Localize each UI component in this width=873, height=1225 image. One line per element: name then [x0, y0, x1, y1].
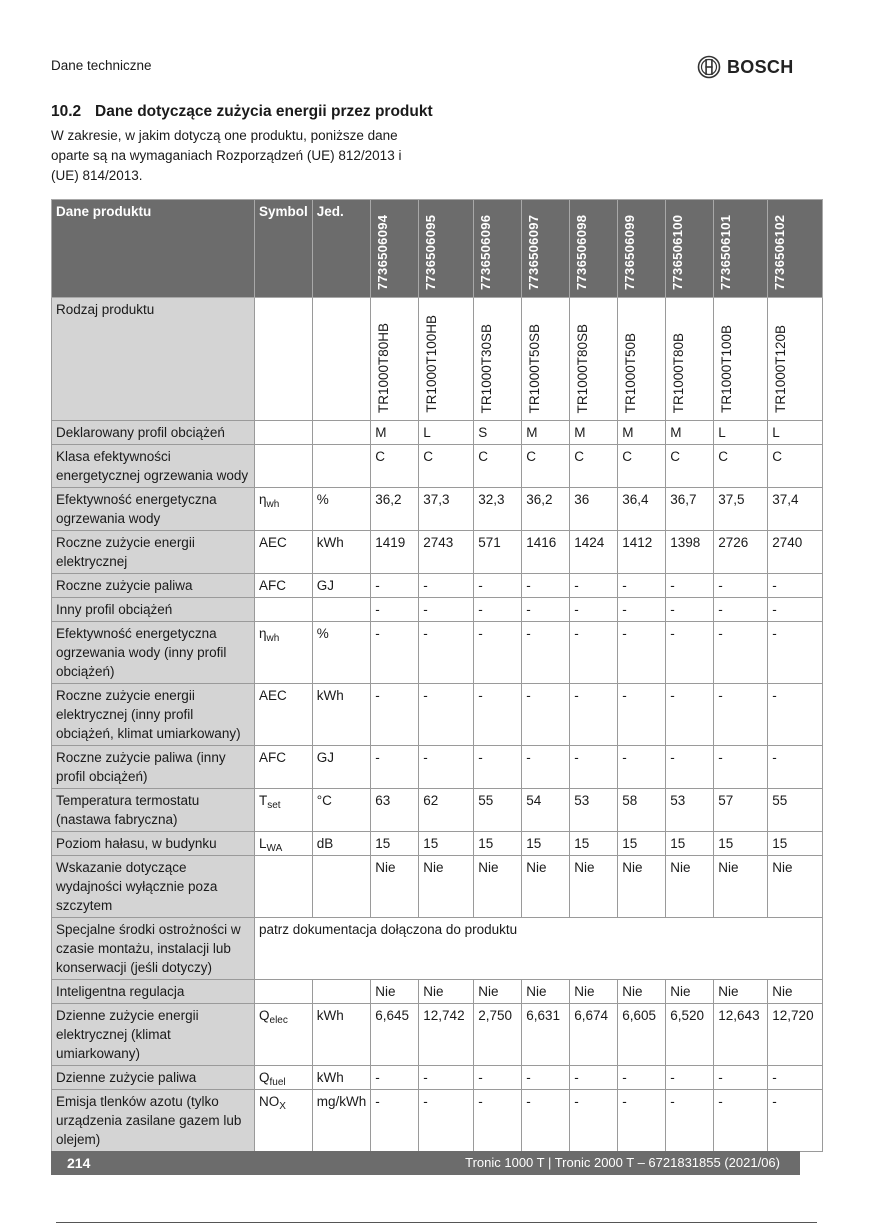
brand-name: BOSCH	[727, 56, 794, 77]
cell-value: -	[666, 1066, 714, 1090]
row-label: Temperatura termostatu (nastawa fabryczna)	[52, 789, 255, 832]
cell-value: 36,2	[371, 488, 419, 531]
cell-value: -	[371, 598, 419, 622]
cell-value: -	[474, 684, 522, 746]
cell-symbol	[255, 746, 313, 789]
symbol-subscript: fuel	[269, 1077, 286, 1088]
cell-value: 12,742	[419, 1004, 474, 1066]
cell-value: -	[768, 746, 823, 789]
cell-value: -	[371, 574, 419, 598]
cell-symbol	[255, 298, 313, 421]
row-label: Rodzaj produktu	[52, 298, 255, 421]
cell-unit: %	[312, 488, 371, 531]
cell-value: 2740	[768, 531, 823, 574]
table-row	[52, 684, 823, 746]
cell-value: 36,2	[522, 488, 570, 531]
cell-value: Nie	[522, 980, 570, 1004]
cell-value: C	[768, 445, 823, 488]
cell-value: -	[371, 684, 419, 746]
cell-value: Nie	[768, 980, 823, 1004]
cell-value: 62	[419, 789, 474, 832]
table-row	[52, 488, 823, 531]
row-label: Specjalne środki ostrożności w czasie montażu, instalacji lub konserwacji (jeśli dotyczy)	[52, 918, 255, 980]
cell-value: -	[768, 1066, 823, 1090]
cell-value: -	[371, 1090, 419, 1152]
cell-value: -	[570, 622, 618, 684]
cell-value: 15	[522, 832, 570, 856]
cell-model: TR1000T50SB	[522, 298, 570, 421]
cell-value: -	[522, 746, 570, 789]
cell-symbol	[255, 1090, 313, 1152]
cell-value: 571	[474, 531, 522, 574]
cell-value: 2,750	[474, 1004, 522, 1066]
cell-unit	[312, 980, 371, 1004]
cell-value: 12,720	[768, 1004, 823, 1066]
cell-value: C	[570, 445, 618, 488]
cell-value: 63	[371, 789, 419, 832]
cell-value: -	[522, 1066, 570, 1090]
cell-value: Nie	[714, 980, 768, 1004]
cell-model: TR1000T120B	[768, 298, 823, 421]
cell-value: 15	[419, 832, 474, 856]
cell-unit	[312, 598, 371, 622]
table-row	[52, 421, 823, 445]
cell-model: TR1000T100HB	[419, 298, 474, 421]
cell-symbol	[255, 622, 313, 684]
symbol-text: L	[259, 836, 267, 851]
symbol-subscript: WA	[266, 843, 283, 854]
cell-value: 15	[714, 832, 768, 856]
cell-value: Nie	[419, 980, 474, 1004]
cell-value: L	[419, 421, 474, 445]
cell-unit	[312, 298, 371, 421]
cell-value: 1419	[371, 531, 419, 574]
cell-model: TR1000T80B	[666, 298, 714, 421]
symbol-subscript: X	[279, 1101, 286, 1112]
cell-value: -	[474, 598, 522, 622]
col-header-code: 7736506101	[714, 200, 768, 298]
cell-value: Nie	[666, 980, 714, 1004]
cell-symbol	[255, 684, 313, 746]
cell-value: -	[371, 622, 419, 684]
cell-unit: kWh	[312, 1066, 371, 1090]
row-label: Roczne zużycie paliwa (inny profil obciążeń)	[52, 746, 255, 789]
table-row	[52, 746, 823, 789]
col-header-code: 7736506102	[768, 200, 823, 298]
cell-symbol	[255, 1004, 313, 1066]
cell-value: 6,605	[618, 1004, 666, 1066]
cell-value: -	[371, 1066, 419, 1090]
cell-value: -	[474, 622, 522, 684]
cell-unit	[312, 856, 371, 918]
table-row	[52, 598, 823, 622]
cell-value: Nie	[570, 980, 618, 1004]
row-label: Dzienne zużycie energii elektrycznej (klimat umiarkowany)	[52, 1004, 255, 1066]
cell-value: -	[419, 622, 474, 684]
table-row	[52, 531, 823, 574]
cell-value: -	[522, 574, 570, 598]
symbol-subscript: wh	[266, 633, 280, 644]
cell-value: C	[714, 445, 768, 488]
cell-value: -	[522, 684, 570, 746]
cell-value: -	[419, 574, 474, 598]
cell-value: C	[618, 445, 666, 488]
cell-value: -	[714, 1090, 768, 1152]
cell-value: 1424	[570, 531, 618, 574]
symbol-text: AFC	[259, 578, 286, 593]
cell-value: -	[474, 1090, 522, 1152]
cell-value: 55	[768, 789, 823, 832]
cell-value: -	[714, 1066, 768, 1090]
cell-value: -	[768, 1090, 823, 1152]
cell-unit: °C	[312, 789, 371, 832]
cell-value: -	[714, 622, 768, 684]
table-row	[52, 445, 823, 488]
cell-value: -	[666, 684, 714, 746]
cell-unit: GJ	[312, 746, 371, 789]
cell-model: TR1000T30SB	[474, 298, 522, 421]
cell-value: -	[666, 1090, 714, 1152]
row-label: Klasa efektywności energetycznej ogrzewania wody	[52, 445, 255, 488]
cell-unit: kWh	[312, 531, 371, 574]
row-label: Roczne zużycie energii elektrycznej	[52, 531, 255, 574]
cell-value: -	[570, 598, 618, 622]
cell-symbol	[255, 531, 313, 574]
cell-value: 12,643	[714, 1004, 768, 1066]
cell-symbol	[255, 980, 313, 1004]
cell-value: -	[618, 598, 666, 622]
cell-value: -	[618, 1090, 666, 1152]
cell-value: L	[768, 421, 823, 445]
table-row	[52, 1004, 823, 1066]
table-row	[52, 856, 823, 918]
cell-value: M	[570, 421, 618, 445]
cell-symbol	[255, 789, 313, 832]
cell-value: 2726	[714, 531, 768, 574]
cell-value: -	[570, 746, 618, 789]
col-header-code: 7736506094	[371, 200, 419, 298]
cell-value: Nie	[618, 980, 666, 1004]
symbol-text: AFC	[259, 750, 286, 765]
col-header-code: 7736506096	[474, 200, 522, 298]
cell-value: 6,520	[666, 1004, 714, 1066]
cell-value: Nie	[570, 856, 618, 918]
symbol-text: AEC	[259, 535, 287, 550]
table-row	[52, 980, 823, 1004]
energy-data-table	[51, 199, 823, 1152]
cell-value: -	[570, 1066, 618, 1090]
section-title: Dane dotyczące zużycia energii przez produkt	[95, 103, 433, 120]
row-label: Efektywność energetyczna ogrzewania wody	[52, 488, 255, 531]
row-label: Emisja tlenków azotu (tylko urządzenia zasilane gazem lub olejem)	[52, 1090, 255, 1152]
cell-value: -	[768, 574, 823, 598]
symbol-text: T	[259, 793, 268, 808]
cell-unit	[312, 421, 371, 445]
cell-value: -	[522, 1090, 570, 1152]
cell-value: -	[474, 746, 522, 789]
cell-value: C	[522, 445, 570, 488]
table-row	[52, 574, 823, 598]
brand-logo	[697, 55, 794, 79]
page-number: 214	[67, 1155, 91, 1171]
cell-value: 15	[768, 832, 823, 856]
cell-value: -	[666, 622, 714, 684]
section-intro: W zakresie, w jakim dotyczą one produktu, poniższe dane oparte są na wymaganiach Rozporządzeń (UE) 812/2013 i (UE) 814/2013.	[51, 128, 402, 183]
cell-symbol	[255, 832, 313, 856]
cell-value: -	[714, 574, 768, 598]
cell-value: -	[714, 684, 768, 746]
cell-value: Nie	[522, 856, 570, 918]
cell-value: -	[666, 574, 714, 598]
cell-value: 36,4	[618, 488, 666, 531]
cell-symbol	[255, 856, 313, 918]
cell-value: -	[570, 1090, 618, 1152]
page-footer	[51, 1151, 800, 1175]
cell-unit: GJ	[312, 574, 371, 598]
col-header-code: 7736506095	[419, 200, 474, 298]
cell-value: -	[618, 622, 666, 684]
cell-value: -	[419, 684, 474, 746]
cell-value: 2743	[419, 531, 474, 574]
col-header-product: Dane produktu	[52, 200, 255, 298]
symbol-subscript: wh	[266, 499, 280, 510]
header-section-title: Dane techniczne	[51, 58, 152, 73]
row-label: Poziom hałasu, w budynku	[52, 832, 255, 856]
table-row-model	[52, 298, 823, 421]
table-row	[52, 918, 823, 980]
cell-value: 58	[618, 789, 666, 832]
row-label: Inny profil obciążeń	[52, 598, 255, 622]
row-label: Efektywność energetyczna ogrzewania wody (inny profil obciążeń)	[52, 622, 255, 684]
table-row	[52, 1066, 823, 1090]
cell-value: 36	[570, 488, 618, 531]
symbol-text: η	[259, 492, 267, 507]
row-label: Roczne zużycie energii elektrycznej (inny profil obciążeń, klimat umiarkowany)	[52, 684, 255, 746]
row-label: Inteligentna regulacja	[52, 980, 255, 1004]
cell-value: 53	[666, 789, 714, 832]
cell-value: -	[666, 746, 714, 789]
cell-value: Nie	[371, 980, 419, 1004]
bosch-armature-icon	[697, 55, 721, 79]
cell-value: 6,645	[371, 1004, 419, 1066]
symbol-text: η	[259, 626, 267, 641]
cell-model: TR1000T80SB	[570, 298, 618, 421]
symbol-subscript: set	[267, 800, 281, 811]
cell-value: 57	[714, 789, 768, 832]
cell-value: Nie	[768, 856, 823, 918]
row-label: Dzienne zużycie paliwa	[52, 1066, 255, 1090]
cell-value: Nie	[666, 856, 714, 918]
cell-value: 15	[371, 832, 419, 856]
cell-value: -	[474, 574, 522, 598]
cell-symbol	[255, 421, 313, 445]
cell-value: 55	[474, 789, 522, 832]
table-row	[52, 622, 823, 684]
col-header-code: 7736506098	[570, 200, 618, 298]
cell-unit: %	[312, 622, 371, 684]
cell-value: Nie	[474, 856, 522, 918]
cell-value: C	[474, 445, 522, 488]
col-header-unit: Jed.	[312, 200, 371, 298]
cell-value: 6,631	[522, 1004, 570, 1066]
cell-value: Nie	[419, 856, 474, 918]
cell-value: C	[419, 445, 474, 488]
cell-value: -	[570, 684, 618, 746]
cell-unit: kWh	[312, 684, 371, 746]
cell-value: 32,3	[474, 488, 522, 531]
cell-value: M	[371, 421, 419, 445]
cell-unit: mg/kWh	[312, 1090, 371, 1152]
cell-value: -	[419, 598, 474, 622]
cell-value: -	[522, 598, 570, 622]
table-row	[52, 832, 823, 856]
section-heading	[51, 103, 433, 121]
cell-value: M	[618, 421, 666, 445]
cell-value: -	[419, 746, 474, 789]
cell-note: patrz dokumentacja dołączona do produktu	[255, 918, 823, 980]
col-header-symbol: Symbol	[255, 200, 313, 298]
symbol-text: Q	[259, 1008, 270, 1023]
cell-value: -	[768, 622, 823, 684]
table-row	[52, 789, 823, 832]
cell-symbol	[255, 1066, 313, 1090]
cell-value: L	[714, 421, 768, 445]
cell-model: TR1000T50B	[618, 298, 666, 421]
cell-value: Nie	[618, 856, 666, 918]
cell-value: C	[371, 445, 419, 488]
row-label: Wskazanie dotyczące wydajności wyłącznie poza szczytem	[52, 856, 255, 918]
cell-value: 37,5	[714, 488, 768, 531]
cell-value: -	[522, 622, 570, 684]
cell-value: Nie	[714, 856, 768, 918]
row-label: Roczne zużycie paliwa	[52, 574, 255, 598]
cell-value: 15	[570, 832, 618, 856]
document-reference: Tronic 1000 T | Tronic 2000 T – 6721831855 (2021/06)	[465, 1155, 780, 1170]
cell-value: -	[618, 684, 666, 746]
col-header-code: 7736506099	[618, 200, 666, 298]
cell-value: 15	[666, 832, 714, 856]
symbol-text: Q	[259, 1070, 270, 1085]
cell-value: -	[371, 746, 419, 789]
cell-value: 1412	[618, 531, 666, 574]
cell-value: -	[714, 598, 768, 622]
table-row	[52, 1090, 823, 1152]
cell-value: Nie	[474, 980, 522, 1004]
col-header-code: 7736506097	[522, 200, 570, 298]
cell-value: 15	[618, 832, 666, 856]
cell-value: 1398	[666, 531, 714, 574]
cell-value: M	[666, 421, 714, 445]
cell-value: -	[666, 598, 714, 622]
cell-value: 37,3	[419, 488, 474, 531]
section-number: 10.2	[51, 103, 82, 120]
cell-value: -	[419, 1066, 474, 1090]
cell-value: -	[570, 574, 618, 598]
cell-value: -	[419, 1090, 474, 1152]
cell-model: TR1000T100B	[714, 298, 768, 421]
cell-symbol	[255, 574, 313, 598]
cell-value: M	[522, 421, 570, 445]
cell-value: 1416	[522, 531, 570, 574]
cell-value: 54	[522, 789, 570, 832]
cell-unit: kWh	[312, 1004, 371, 1066]
row-label: Deklarowany profil obciążeń	[52, 421, 255, 445]
cell-unit: dB	[312, 832, 371, 856]
cell-value: -	[714, 746, 768, 789]
cell-value: 6,674	[570, 1004, 618, 1066]
cell-value: 53	[570, 789, 618, 832]
cell-value: -	[618, 574, 666, 598]
symbol-subscript: elec	[269, 1015, 288, 1026]
cell-symbol	[255, 445, 313, 488]
bottom-divider	[56, 1222, 817, 1223]
col-header-code: 7736506100	[666, 200, 714, 298]
cell-value: -	[618, 746, 666, 789]
cell-value: -	[768, 598, 823, 622]
cell-value: -	[474, 1066, 522, 1090]
cell-value: 37,4	[768, 488, 823, 531]
cell-value: C	[666, 445, 714, 488]
cell-value: S	[474, 421, 522, 445]
cell-model: TR1000T80HB	[371, 298, 419, 421]
cell-value: -	[618, 1066, 666, 1090]
table-header-row	[52, 200, 823, 298]
cell-value: 36,7	[666, 488, 714, 531]
cell-value: -	[768, 684, 823, 746]
cell-value: Nie	[371, 856, 419, 918]
cell-unit	[312, 445, 371, 488]
symbol-text: AEC	[259, 688, 287, 703]
cell-symbol	[255, 488, 313, 531]
cell-value: 15	[474, 832, 522, 856]
symbol-text: NO	[259, 1094, 280, 1109]
cell-symbol	[255, 598, 313, 622]
